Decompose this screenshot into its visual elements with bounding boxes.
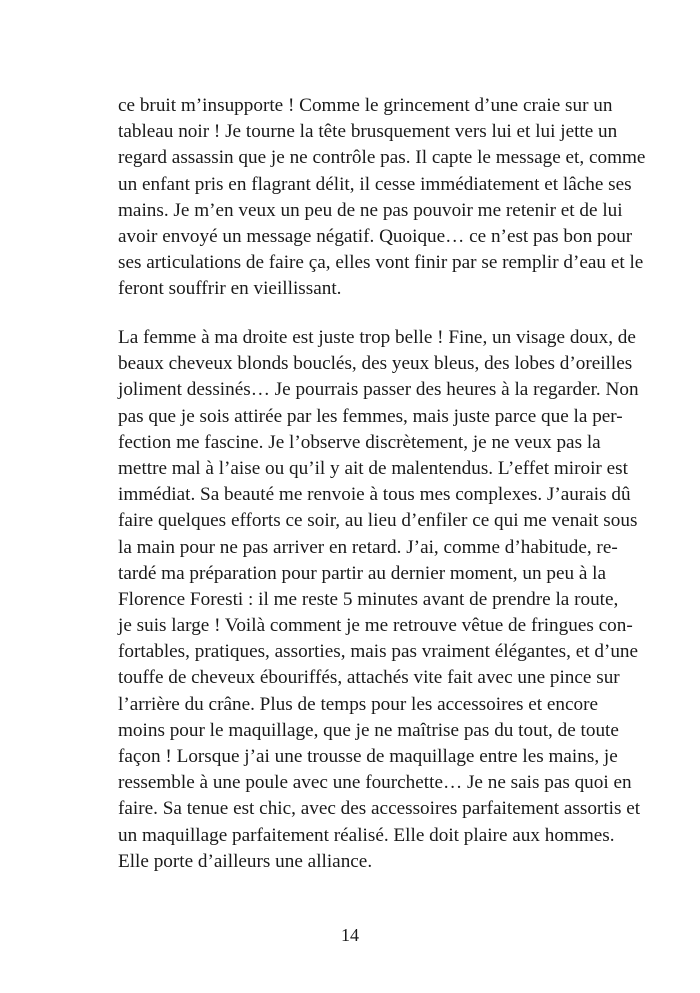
text-line: beaux cheveux blonds bouclés, des yeux bleus, des lobes d’oreilles [118,353,633,375]
text-line: avoir envoyé un message négatif. Quoique… ce n’est pas bon pour [118,225,633,247]
text-line: l’arrière du crâne. Plus de temps pour les accessoires et encore [118,693,599,715]
text-line: façon ! Lorsque j’ai une trousse de maquillage entre les mains, je [118,746,618,767]
text-line: ce bruit m’insupporte ! Comme le grincement d’une craie sur un [118,95,613,116]
text-line: Florence Foresti : il me reste 5 minutes avant de prendre la route, [118,588,619,610]
text-line: fortables, pratiques, assorties, mais pas vraiment élégantes, et d’une [118,641,639,663]
text-line: feront souffrir en vieillissant. [118,278,342,300]
text-line: moins pour le maquillage, que je ne maîtrise pas du tout, de toute [118,719,619,741]
text-line: un maquillage parfaitement réalisé. Elle doit plaire aux hommes. [118,824,615,846]
text-line: mettre mal à l’aise ou qu’il y ait de malentendus. L’effet miroir est [118,457,628,479]
text-line: faire quelques efforts ce soir, au lieu d’enfiler ce qui me venait sous [118,510,638,532]
text-line: faire. Sa tenue est chic, avec des accessoires parfaitement assortis et [118,798,641,820]
body-text [118,93,646,875]
text-line: ses articulations de faire ça, elles vont finir par se remplir d’eau et le [118,252,644,274]
text-line: je suis large ! Voilà comment je me retrouve vêtue de fringues con- [118,615,633,637]
text-line: Elle porte d’ailleurs une alliance. [118,850,373,872]
text-line: La femme à ma droite est juste trop belle ! Fine, un visage doux, de [118,327,636,348]
text-line: fection me fascine. Je l’observe discrètement, je ne veux pas la [118,431,601,453]
text-line: regard assassin que je ne contrôle pas. Il capte le message et, comme [118,147,646,169]
paragraph-1 [118,93,646,303]
text-line: un enfant pris en flagrant délit, il cesse immédiatement et lâche ses [118,173,632,195]
text-line: joliment dessinés… Je pourrais passer des heures à la regarder. Non [118,379,639,401]
text-line: tardé ma préparation pour partir au dernier moment, un peu à la [118,562,607,584]
text-line: immédiat. Sa beauté me renvoie à tous mes complexes. J’aurais dû [118,484,631,506]
text-line: tableau noir ! Je tourne la tête brusquement vers lui et lui jette un [118,121,618,143]
page-number: 14 [341,925,359,945]
text-line: pas que je sois attirée par les femmes, mais juste parce que la per- [118,405,623,427]
text-line: la main pour ne pas arriver en retard. J’ai, comme d’habitude, re- [118,536,618,558]
paragraph-2 [118,325,641,875]
text-line: mains. Je m’en veux un peu de ne pas pouvoir me retenir et de lui [118,199,623,221]
text-line: touffe de cheveux ébouriffés, attachés vite fait avec une pince sur [118,667,620,689]
text-line: ressemble à une poule avec une fourchette… Je ne sais pas quoi en [118,772,632,794]
